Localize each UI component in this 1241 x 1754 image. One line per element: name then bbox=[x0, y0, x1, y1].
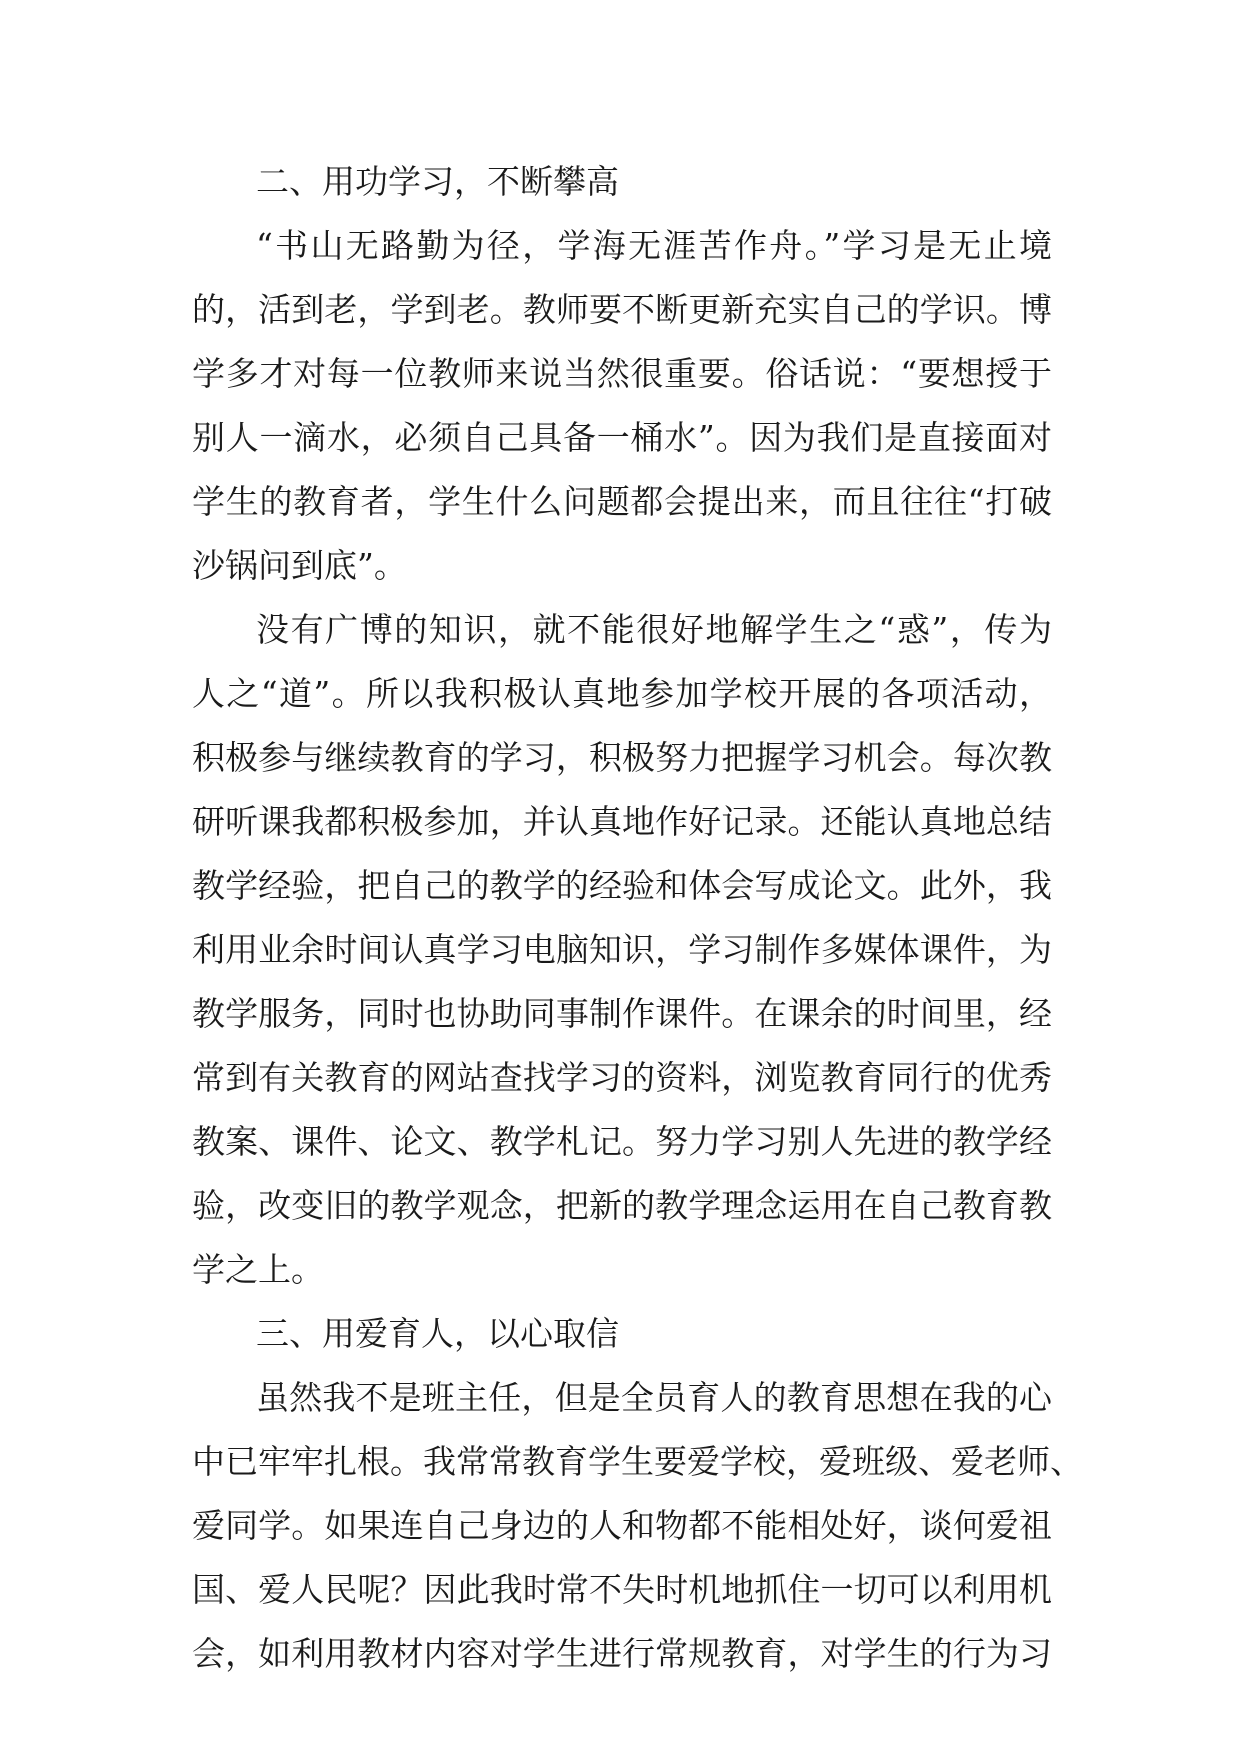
paragraph-line: 人之“道”。所以我积极认真地参加学校开展的各项活动， bbox=[192, 674, 1052, 713]
paragraph-line: 沙锅问到底”。 bbox=[192, 546, 407, 585]
section-heading-2: 二、用功学习，不断攀高 bbox=[256, 162, 619, 201]
paragraph-line: 利用业余时间认真学习电脑知识，学习制作多媒体课件，为 bbox=[192, 930, 1052, 969]
paragraph-line: “书山无路勤为径，学海无涯苦作舟。”学习是无止境 bbox=[256, 226, 1052, 265]
paragraph-line: 积极参与继续教育的学习，积极努力把握学习机会。每次教 bbox=[192, 738, 1052, 777]
paragraph-line: 的，活到老，学到老。教师要不断更新充实自己的学识。博 bbox=[192, 290, 1052, 329]
section-heading-3: 三、用爱育人，以心取信 bbox=[256, 1314, 619, 1353]
paragraph-line: 虽然我不是班主任，但是全员育人的教育思想在我的心 bbox=[256, 1378, 1052, 1417]
paragraph-line: 学生的教育者，学生什么问题都会提出来，而且往往“打破 bbox=[192, 482, 1052, 521]
paragraph-line: 验，改变旧的教学观念，把新的教学理念运用在自己教育教 bbox=[192, 1186, 1052, 1225]
paragraph-line: 教学经验，把自己的教学的经验和体会写成论文。此外，我 bbox=[192, 866, 1052, 905]
paragraph-line: 别人一滴水，必须自己具备一桶水”。因为我们是直接面对 bbox=[192, 418, 1052, 457]
paragraph-line: 国、爱人民呢？因此我时常不失时机地抓住一切可以利用机 bbox=[192, 1570, 1052, 1609]
paragraph-line: 常到有关教育的网站查找学习的资料，浏览教育同行的优秀 bbox=[192, 1058, 1052, 1097]
paragraph-line: 教学服务，同时也协助同事制作课件。在课余的时间里，经 bbox=[192, 994, 1052, 1033]
paragraph-line: 学之上。 bbox=[192, 1250, 324, 1289]
paragraph-line: 爱同学。如果连自己身边的人和物都不能相处好，谈何爱祖 bbox=[192, 1506, 1052, 1545]
paragraph-line: 研听课我都积极参加，并认真地作好记录。还能认真地总结 bbox=[192, 802, 1052, 841]
paragraph-line: 没有广博的知识，就不能很好地解学生之“惑”，传为 bbox=[256, 610, 1052, 649]
paragraph-line: 学多才对每一位教师来说当然很重要。俗话说：“要想授于 bbox=[192, 354, 1052, 393]
paragraph-line: 教案、课件、论文、教学札记。努力学习别人先进的教学经 bbox=[192, 1122, 1052, 1161]
paragraph-line: 会，如利用教材内容对学生进行常规教育，对学生的行为习 bbox=[192, 1634, 1052, 1673]
paragraph-line: 中已牢牢扎根。我常常教育学生要爱学校，爱班级、爱老师、 bbox=[192, 1442, 1083, 1481]
